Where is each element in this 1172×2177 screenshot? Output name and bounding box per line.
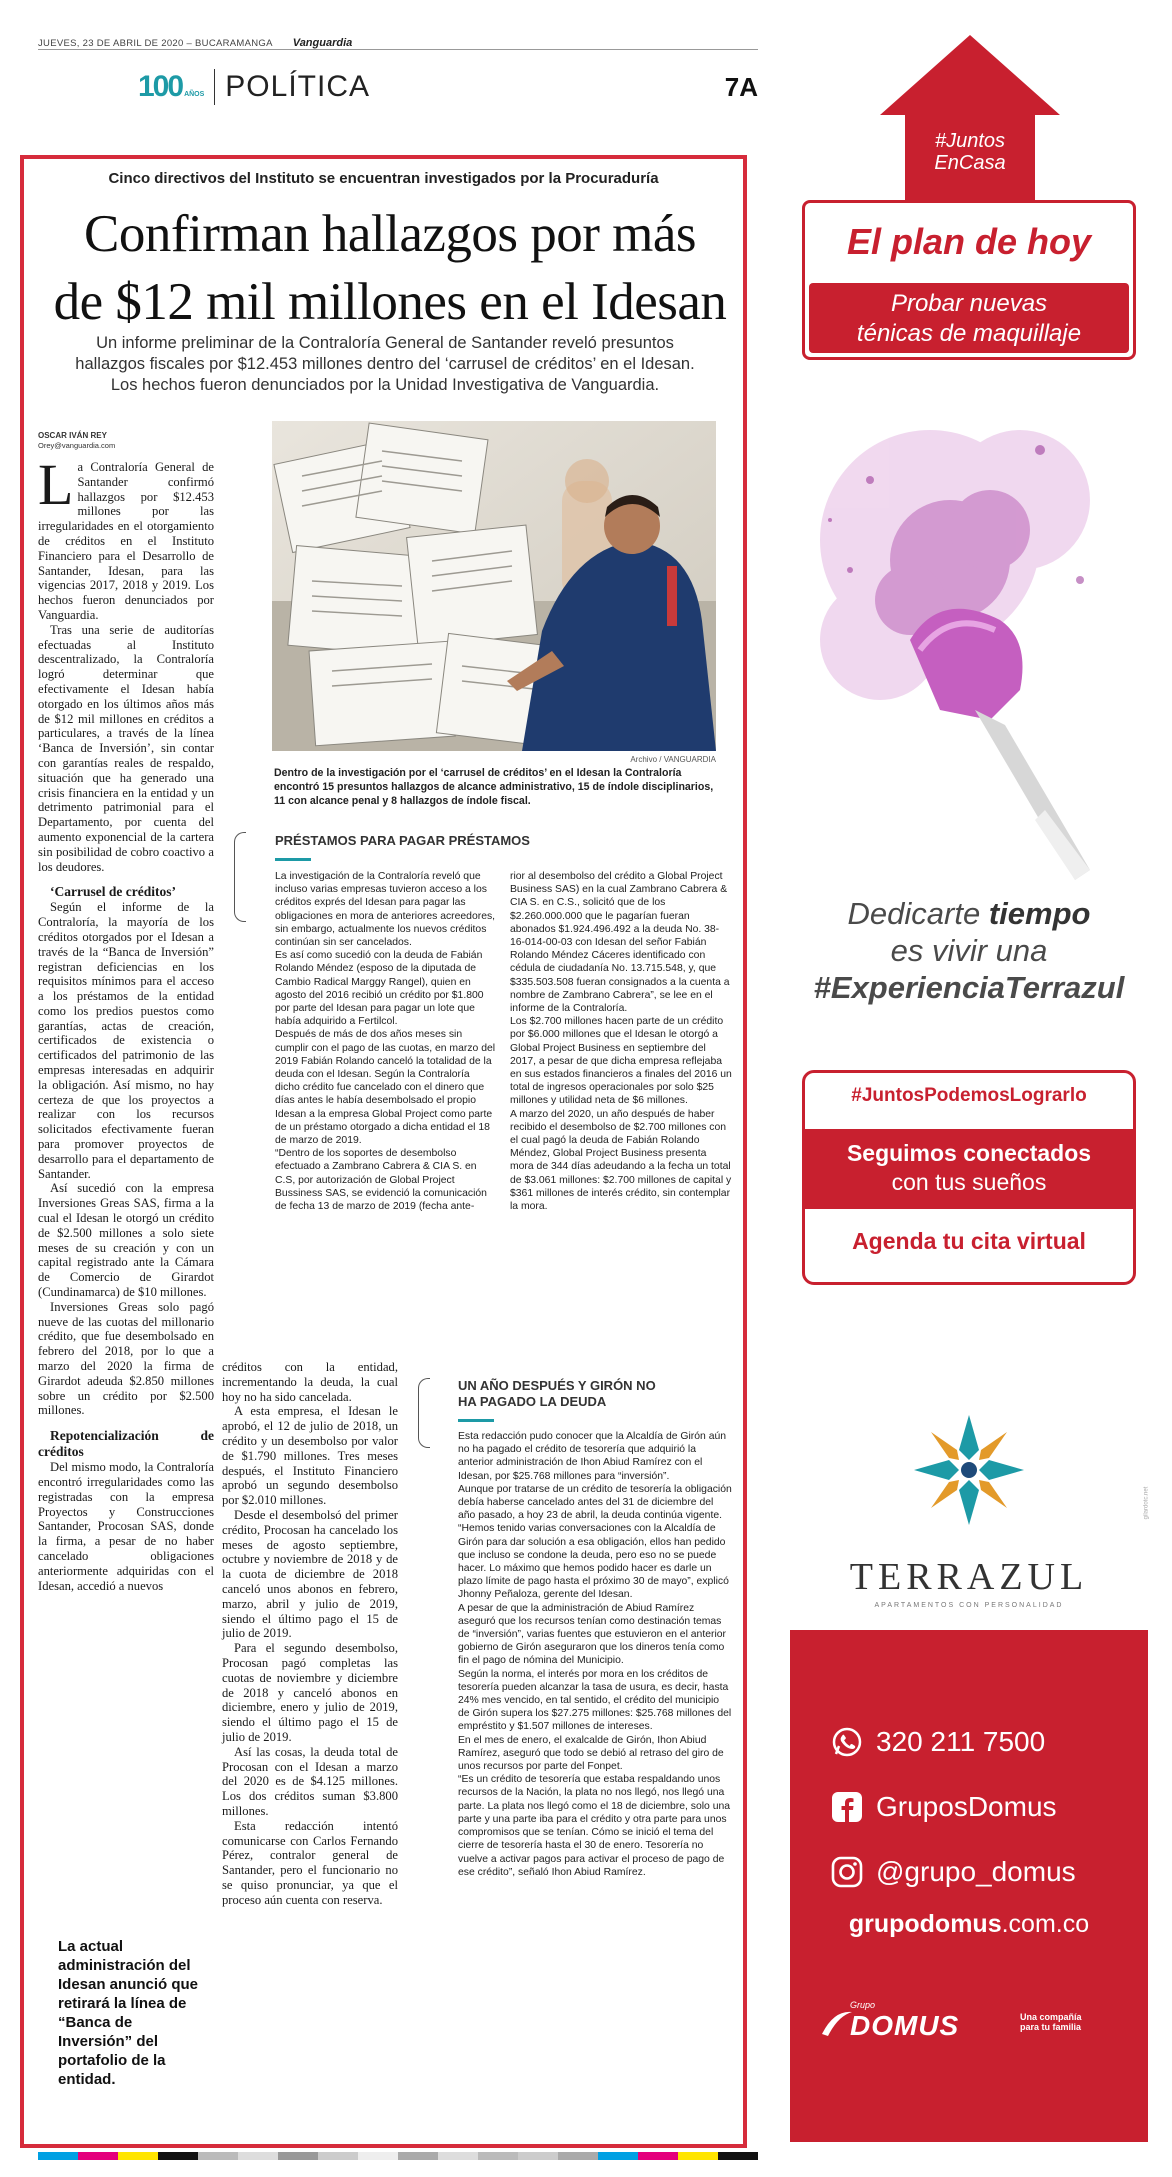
contact-panel xyxy=(790,1630,1148,2142)
virtual-appointment-link[interactable]: Agenda tu cita virtual xyxy=(852,1228,1086,1254)
promo-hashtag: #JuntosPodemosLograrlo xyxy=(851,1085,1087,1106)
box1-title: PRÉSTAMOS PARA PAGAR PRÉSTAMOS xyxy=(275,833,530,865)
print-registration-bar xyxy=(38,2152,758,2160)
article-headline: Confirman hallazgos por más de $12 mil millones en el Idesan xyxy=(53,205,727,331)
paragraph: “Es un crédito de tesorería que estaba respaldando unos recursos de la Nación, la plata no nos llegó, nos llegó una parte. La plata nos llegó como el 18 de diciembre, solo una parte y una parte iba para el crédito y otra parte para unos compromisos que se tenían. Cómo se inició el tema del cierre de tesorería hasta el 30 de enero. Tesorería no vuelve a activar pagos para activar el proceso de pago de ese crédito”, señaló Ihon Abiud Ramírez. xyxy=(458,1774,731,1878)
plan-title: El plan de hoy xyxy=(846,221,1092,262)
plan-box xyxy=(802,200,1136,360)
section-title: POLÍTICA xyxy=(225,70,370,103)
paragraph: A marzo del 2020, un año después de haber recibido el desembolso de $2.700 millones con el cual pagó la deuda de Fabián Rolando Méndez, Global Project Business presenta mora de 344 días adeudando a la fecha un total de $3.061 millones: $2.700 millones de capital y $361 millones de interés crédito, sin contemplar la mora. xyxy=(510,1108,732,1213)
paragraph: Así sucedió con la empresa Inversiones Greas SAS, firma a la cual el Idesan le otorgó un crédito de $2.500 millones a solo siete meses de su creación y con un capital registrado ante la Cámara de Comercio de Girardot (Cundinamarca) de $10 millones. xyxy=(38,1181,214,1300)
box1-column-2 xyxy=(510,870,732,1213)
contact-promo-box xyxy=(802,1070,1136,1285)
paragraph: Según el informe de la Contraloría, la mayoría de los créditos otorgados por el Idesan a través de la “Banca de Inversión” registran deficiencias en los requisitos mínimos para el acceso a los préstamos de la entidad como los predios puestos como garantías, actas de creación, certificados de existencia o certificados del patrimonio de las empresas interesadas en adquirir la obligación. Así mismo, no hay certeza de que los proyectos a realizar con los recursos solicitados efectivamente fueran para promover proyectos de desarrollo para el departamento de Santander. xyxy=(38,900,214,1181)
terrazul-name: TERRAZUL xyxy=(849,1556,1089,1598)
advertisement[interactable] xyxy=(790,30,1148,2142)
domus-logo: Grupo DOMUS xyxy=(850,2000,960,2041)
byline xyxy=(38,431,115,451)
author-name: OSCAR IVÁN REY xyxy=(38,431,107,440)
terrazul-emblem-icon xyxy=(914,1410,1024,1540)
website-link[interactable]: grupodomus.com.co xyxy=(848,1910,1090,1938)
paragraph: créditos con la entidad, incrementando la deuda, la cual hoy no ha sido cancelada. xyxy=(222,1360,398,1404)
paragraph: A esta empresa, el Idesan le aprobó, el 12 de julio de 2018, un crédito y un desembolso por valor de $1.790 millones. Tres meses después, el Instituto Financiero aprobó un segundo desembolso por $2.010 millones. xyxy=(222,1404,398,1508)
paragraph: Desde el desembolsó del primer crédito, Procosan ha cancelado los meses de agosto septiembre, octubre y noviembre de 2018 y de la cuota de diciembre de 2018 canceló unos abonos en febrero, marzo, abril y julio de 2019, siendo el último pago el 15 de julio de 2019. xyxy=(222,1507,398,1641)
paragraph: “Hemos tenido varias conversaciones con la Alcaldía de Girón para dar solución a esa obligación, ellos han pedido que incluso se condone la deuda, pero eso no se puede hacer. Lo máximo que hemos podido hacer es darle un plazo límite de pago hasta el próximo 30 de mayo”, explicó Jhonny Peñaloza, gerente del Idesan. xyxy=(458,1523,729,1601)
terrazul-logo xyxy=(790,1370,1148,1620)
page-number: 7A xyxy=(724,71,758,102)
anniversary-logo: 100 AÑOS xyxy=(138,70,205,103)
domus-swoosh-icon xyxy=(820,2008,854,2038)
paragraph: A pesar de que la administración de Abiud Ramírez aseguró que los recursos tenían como destinación temas de “inversión”, varias fuentes que estuvieron en el anterior gobierno de Girón aseguraron que los dineros tenía como fin el pago de nómina del Municipio. xyxy=(458,1602,726,1667)
dateline: JUEVES, 23 DE ABRIL DE 2020 – BUCARAMANGA xyxy=(38,38,273,49)
paragraph: Tras una serie de auditorías efectuadas al Instituto descentralizado, la Contraloría logró determinar que efectivamente el Idesan había otorgado en los últimos años más de $12 mil millones en créditos a particulares, a través de la línea ‘Banca de Inversión’, sin contar con garantías reales de respaldo, situación que ha generado una crisis financiera en la entidad y un detrimento patrimonial para el Departamento, por cuenta del aumento exponencial de la cartera sin posibilidad de cobro coactivo a los deudores. xyxy=(38,622,214,874)
makeup-brush-illustration xyxy=(790,390,1148,890)
paragraph: En el mes de enero, el exalcalde de Girón, Ihon Abiud Ramírez, aseguró que todo se debió al retraso del giro de unos recursos por parte del Fonpet. xyxy=(458,1734,724,1773)
article-deck: Un informe preliminar de la Contraloría General de Santander reveló presuntos hallazgos fiscales por $12.453 millones dentro del ‘carrusel de créditos’ en el Idesan. Los hechos fueron denunciados por la Unidad Investigativa de Vanguardia. xyxy=(75,334,695,394)
box-brace xyxy=(418,1378,430,1448)
drop-cap: L xyxy=(38,452,74,517)
terrazul-tagline: APARTAMENTOS CON PERSONALIDAD xyxy=(874,1602,1064,1609)
newspaper-brand: Vanguardia xyxy=(292,37,353,49)
paragraph: Esta redacción pudo conocer que la Alcaldía de Girón aún no ha pagado el crédito de tesorería que adquirió la anterior administración de Ihon Abiud Ramírez con el Idesan, por $25.768 millones para “inversión”. xyxy=(458,1431,727,1482)
section-header xyxy=(138,60,758,114)
body-column-1 xyxy=(38,452,214,1593)
facebook-icon xyxy=(830,1790,864,1824)
vertical-credit: gilardotc.net xyxy=(1143,1486,1150,1520)
paragraph: La investigación de la Contraloría reveló que incluso varias empresas tuvieron acceso a los créditos exprés del Idesan para pagar las obligaciones en mora de anteriores acreedores, sin embargo, actualmente los nuevos créditos continúan sin ser cancelados. xyxy=(275,871,496,949)
paragraph: Según la norma, el interés por mora en los créditos de tesorería pueden alcanzar la tasa de usura, es decir, hasta 24% mes vencido, en tal sentido, el crédito del municipio de Girón supera los $27.275 millones: $25.768 millones del empréstito y $1.507 millones de intereses. xyxy=(458,1668,732,1733)
promo-message: Seguimos conectados con tus sueños xyxy=(805,1129,1133,1209)
box-brace xyxy=(234,832,246,922)
paragraph: Después de más de dos años meses sin cumplir con el pago de las cuotas, en marzo del 2019 Fabián Rolando canceló la totalidad de la deuda con el Idesan. Según la Contraloría dicho crédito fue cancelado con el dinero que días antes le había desembolsado el propio Idesan a la empresa Global Project como parte de un préstamo otorgado a dicha entidad el 18 de marzo de 2019. xyxy=(275,1029,496,1147)
photo-illustration xyxy=(272,421,716,751)
box1-column-1 xyxy=(275,870,497,1213)
instagram-icon xyxy=(830,1855,864,1889)
paragraph: Del mismo modo, la Contraloría encontró irregularidades como las registradas con la empresa Proyectos y Construcciones Santander, Procosan SAS, donde la firma, a pesar de no haber cancelado obligaciones anteriormente adquiridas con el Idesan, accedió a nuevos xyxy=(38,1460,214,1593)
article-photo xyxy=(272,421,716,751)
paragraph: “Dentro de los soportes de desembolso efectuado a Zambrano Cabrera & CIA S. en C.S, por autorización de Global Project Bussiness SAS, se evidenció la comunicación de fecha 13 de marzo de 2019 (fecha ante- xyxy=(275,1148,487,1213)
house-icon xyxy=(875,30,1065,205)
title-underline xyxy=(458,1419,494,1422)
phone-contact[interactable]: 320 211 7500 xyxy=(830,1725,1045,1759)
author-email: Orey@vanguardia.com xyxy=(38,441,116,450)
plan-subtitle: Probar nuevas ténicas de maquillaje xyxy=(809,283,1129,353)
article-kicker: Cinco directivos del Instituto se encuentran investigados por la Procuraduría xyxy=(108,170,659,187)
paragraph: rior al desembolso del crédito a Global Project Business SAS) en la cual Zambrano Cabrera & CIA S. en C.S., solicitó que de los $2.260.000.000 que le pagarían fueran abonados $1.924.496.492 a la deuda No. 38-16-014-00-03 con Idesan del señor Fabián Rolando Méndez Cáceres identificado con cédula de ciudadanía No. 13.715.548, y, que $335.503.508 fueran consignados a la cuenta a nombre de Zambrano Cabrera”, se lee en el informe de la Contraloría. xyxy=(510,871,730,1015)
dateline-bar xyxy=(38,28,758,50)
body-column-2 xyxy=(222,1360,398,1907)
instagram-contact[interactable]: @grupo_domus xyxy=(830,1855,1076,1889)
section-divider xyxy=(214,69,215,105)
box2-column xyxy=(458,1430,733,1879)
paragraph: Inversiones Greas solo pagó nueve de las cuotas del millonario crédito, que fue desembolsado en febrero del 2018, por lo que a marzo del 2020 la firma de Girardot adeuda $2.850 millones sobre un crédito por $2.500 millones. xyxy=(38,1299,214,1418)
paragraph: Los $2.700 millones hacen parte de un crédito por $6.000 millones que el Idesan le otorgó a Global Project Business en septiembre del 2017, a pesar de que dicha empresa reflejaba en sus estados financieros a finales del 2016 un total de ingresos operacionales por solo $25 millones y utilidad neta de $6 millones. xyxy=(510,1016,732,1107)
paragraph: Así las cosas, la deuda total de Procosan con el Idesan a marzo del 2020 es de $4.125 millones. Los dos créditos suman $3.800 millones. xyxy=(222,1744,398,1818)
subheading: Repotencialización de créditos xyxy=(38,1428,214,1460)
paragraph: Para el segundo desembolso, Procosan pagó completas las cuotas de noviembre y diciembre de 2018 y canceló abonos en diciembre, enero y julio de 2019, siendo el último pago el 15 de julio de 2019. xyxy=(222,1641,398,1744)
photo-credit: Archivo / VANGUARDIA xyxy=(630,755,716,764)
paragraph: Es así como sucedió con la deuda de Fabián Rolando Méndez (esposo de la diputada de Cambio Radical Marggy Rangel), quien en agosto del 2016 recibió un crédito por $1.800 por parte del Idesan para pagar un lote que había adquirido a Fertilcol. xyxy=(275,950,484,1028)
paragraph: La Contraloría General de Santander confirmó hallazgos por $12.453 millones por las irregularidades en el otorgamiento de créditos en el Instituto Financiero para el Desarrollo de Santander, Idesan, para las vigencias 2017, 2018 y 2019. Los hechos fueron denunciados por Vanguardia. xyxy=(38,452,214,622)
paragraph: Esta redacción intentó comunicarse con Carlos Fernando Pérez, contralor general de Santander, pero el funcionario no se quiso pronunciar, ya que el proceso aún cuenta con reserva. xyxy=(222,1818,398,1907)
whatsapp-icon xyxy=(830,1725,864,1759)
experience-tagline: Dedicarte tiempo es vivir una #ExperienciaTerrazul xyxy=(813,896,1125,1005)
domus-slogan: Una compañía para tu familia xyxy=(1020,2012,1082,2032)
pull-quote: La actual administración del Idesan anunció que retirará la línea de “Banca de Inversión” del portafolio de la entidad. xyxy=(58,1938,199,2088)
subheading: ‘Carrusel de créditos’ xyxy=(50,884,176,900)
facebook-contact[interactable]: GruposDomus xyxy=(830,1790,1057,1824)
juntos-hashtag: #Juntos EnCasa xyxy=(934,130,1006,174)
box2-title: UN AÑO DESPUÉS Y GIRÓN NO HA PAGADO LA DEUDA xyxy=(458,1378,656,1426)
paragraph: Aunque por tratarse de un crédito de tesorería la obligación debía haberse cancelado antes del 31 de diciembre del año pasado, a hoy 23 de abril, la deuda continúa vigente. xyxy=(458,1483,732,1522)
photo-caption: Dentro de la investigación por el ‘carrusel de créditos’ en el Idesan la Contraloría encontró 15 presuntos hallazgos de alcance administrativo, 15 de índole disciplinarios, 11 con alcance penal y 8 hallazgos de índole fiscal. xyxy=(274,767,714,807)
title-underline xyxy=(275,858,311,861)
